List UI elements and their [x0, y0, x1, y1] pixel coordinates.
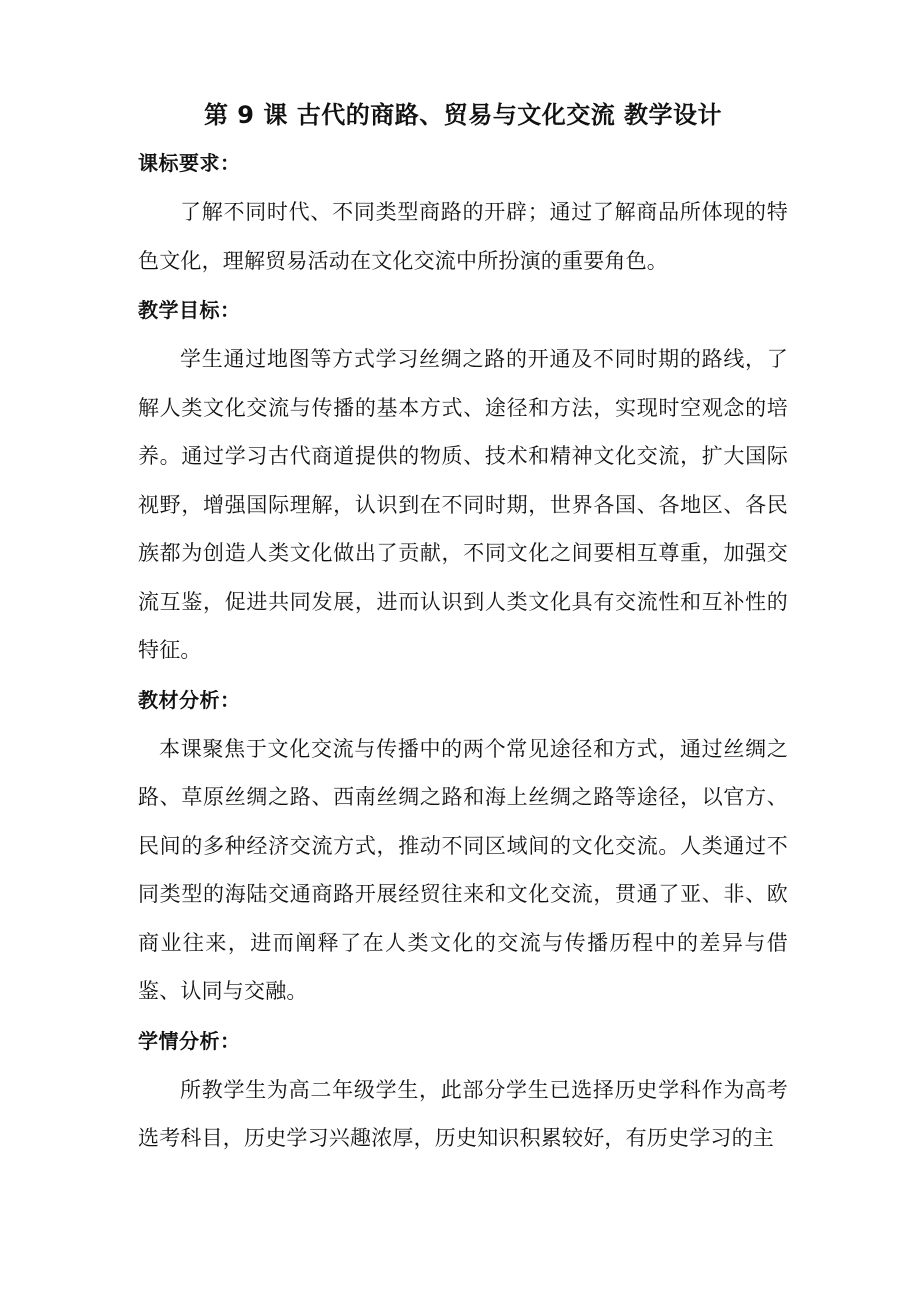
section-teaching-objectives: [138, 293, 788, 675]
section-paragraph: 本课聚焦于文化交流与传播中的两个常见途径和方式，通过丝绸之路、草原丝绸之路、西南丝绸之路和海上丝绸之路等途径，以官方、民间的多种经济交流方式，推动不同区域间的文化交流。人类通过不同类型的海陆交通商路开展经贸往来和文化交流，贯通了亚、非、欧商业往来，进而阐释了在人类文化的交流与传播历程中的差异与借鉴、认同与交融。: [138, 736, 788, 1003]
section-heading: 课标要求：: [138, 151, 241, 175]
section-curriculum-requirements: [138, 146, 788, 285]
section-paragraph: 所教学生为高二年级学生，此部分学生已选择历史学科作为高考选考科目，历史学习兴趣浓厚，历史知识积累较好，有历史学习的主: [138, 1077, 788, 1150]
section-paragraph: 了解不同时代、不同类型商路的开辟；通过了解商品所体现的特色文化，理解贸易活动在文化交流中所扮演的重要角色。: [138, 200, 788, 273]
section-paragraph: 学生通过地图等方式学习丝绸之路的开通及不同时期的路线，了解人类文化交流与传播的基本方式、途径和方法，实现时空观念的培养。通过学习古代商道提供的物质、技术和精神文化交流，扩大国际视野，增强国际理解，认识到在不同时期，世界各国、各地区、各民族都为创造人类文化做出了贡献，不同文化之间要相互尊重，加强交流互鉴，促进共同发展，进而认识到人类文化具有交流性和互补性的特征。: [138, 347, 788, 662]
section-student-analysis: [138, 1024, 788, 1163]
section-heading: 教材分析：: [138, 687, 241, 712]
page-title: 第 9 课 古代的商路、贸易与文化交流 教学设计: [203, 101, 723, 129]
document-content: [138, 94, 788, 1171]
section-heading: 学情分析：: [138, 1028, 241, 1053]
section-textbook-analysis: [138, 683, 788, 1016]
section-heading: 教学目标：: [138, 298, 241, 322]
